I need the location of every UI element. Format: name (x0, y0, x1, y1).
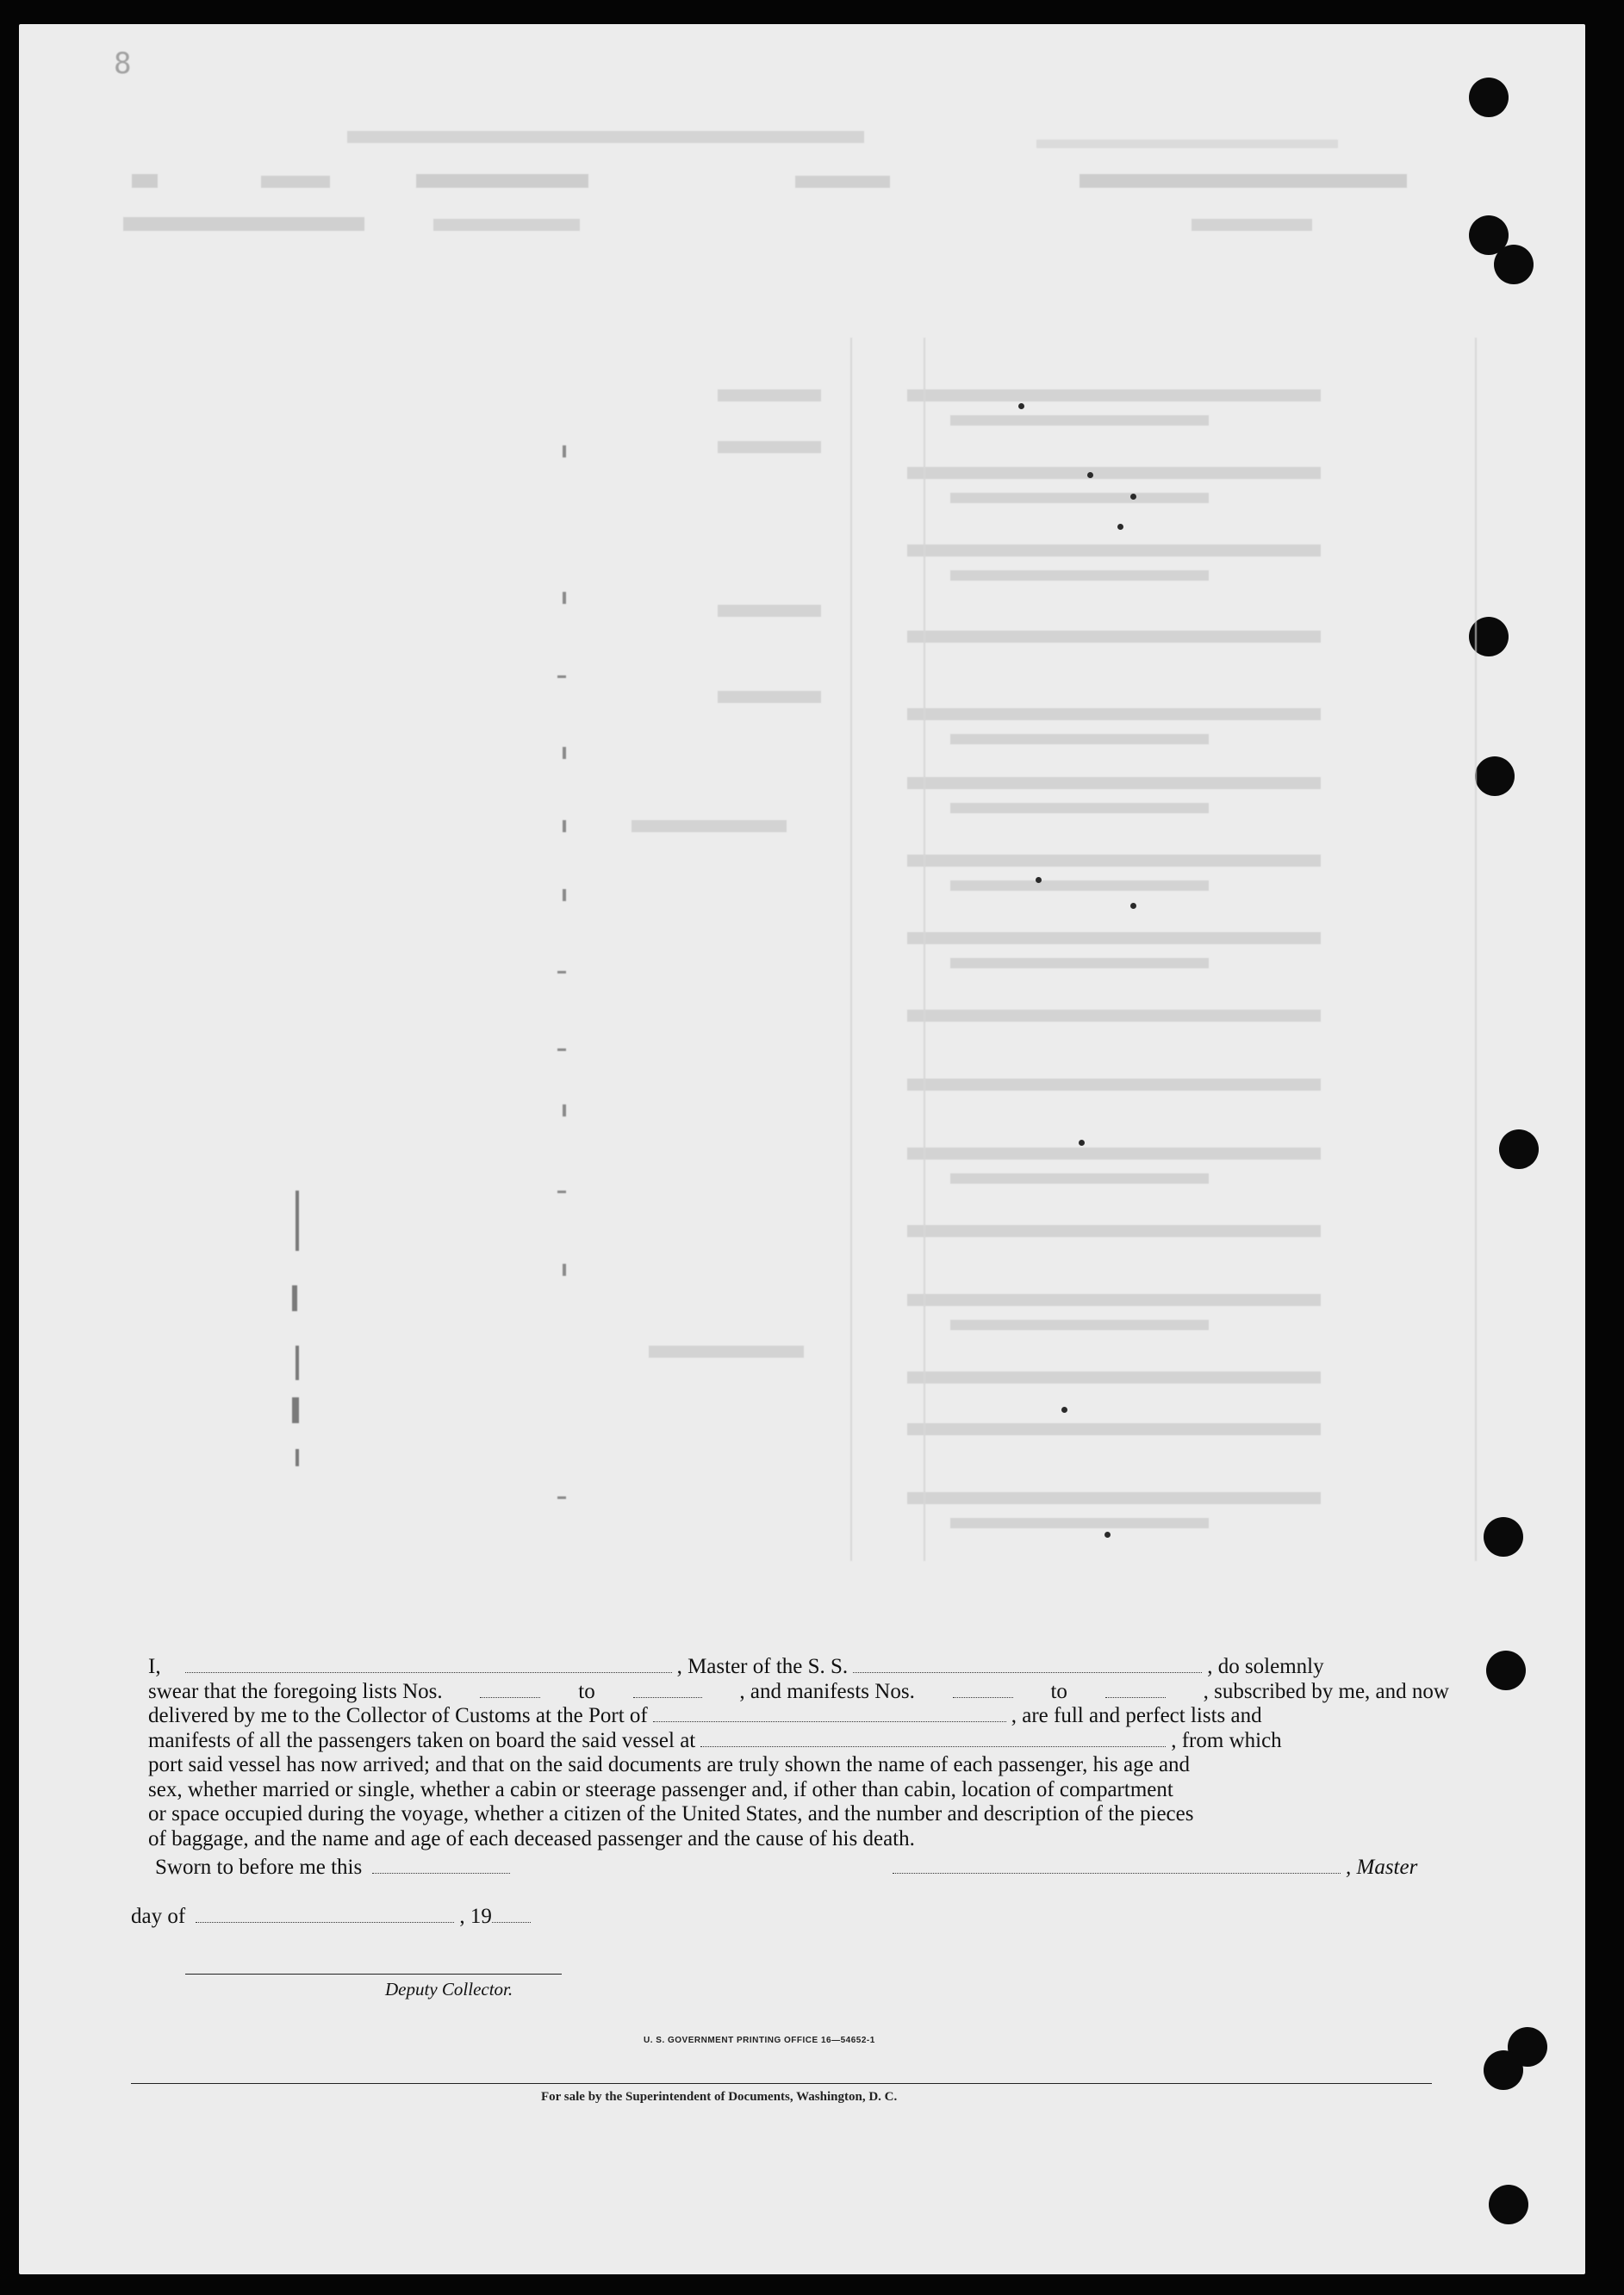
oath-text: , are full and perfect lists and (1011, 1704, 1262, 1727)
sworn-line (155, 1856, 515, 1880)
corner-page-mark: 8 (114, 47, 132, 81)
port-field[interactable] (653, 1706, 1006, 1722)
oath-text: manifests of all the passengers taken on board the said vessel at (148, 1728, 696, 1752)
scan-speck (1104, 1532, 1111, 1538)
scan-speck (1036, 877, 1042, 883)
master-name-field[interactable] (185, 1657, 672, 1673)
oath-text: of baggage, and the name and age of each deceased passenger and the cause of his death. (148, 1826, 915, 1850)
footer-rule (131, 2083, 1432, 2084)
oath-text: to (578, 1679, 595, 1703)
manifests-from-field[interactable] (953, 1682, 1013, 1698)
scan-smudge (226, 1170, 277, 1497)
sworn-label: Sworn to before me this (155, 1856, 363, 1879)
oath-text: , do solemnly (1207, 1655, 1324, 1678)
oath-text: to (1050, 1679, 1067, 1703)
lists-to-field[interactable] (633, 1682, 702, 1698)
master-label: , Master (1346, 1856, 1418, 1879)
oath-text: , subscribed by me, and now (1203, 1679, 1449, 1703)
oath-text: , from which (1171, 1728, 1282, 1752)
oath-line-2 (148, 1680, 1449, 1705)
month-field[interactable] (196, 1906, 454, 1923)
embarkation-port-field[interactable] (700, 1731, 1166, 1747)
lists-from-field[interactable] (480, 1682, 540, 1698)
vessel-name-field[interactable] (853, 1657, 1202, 1673)
year-field[interactable] (492, 1906, 531, 1923)
scan-speck (1130, 494, 1136, 500)
oath-line-5 (148, 1753, 1449, 1778)
oath-line-6 (148, 1778, 1449, 1803)
punch-hole (1469, 78, 1509, 117)
oath-text: sex, whether married or single, whether a cabin or steerage passenger and, if other than cabin, location of compartment (148, 1777, 1173, 1801)
oath-text: or space occupied during the voyage, whether a citizen of the United States, and the number and description of the pieces (148, 1802, 1194, 1825)
master-signature-field[interactable] (893, 1857, 1341, 1874)
oath-text: I, (148, 1655, 161, 1678)
bleed-through-passenger-list (501, 317, 1449, 1566)
printer-imprint: U. S. GOVERNMENT PRINTING OFFICE 16—54652-1 (644, 2036, 875, 2045)
scan-speck (1087, 472, 1093, 478)
oath-line-1 (148, 1655, 1449, 1680)
scan-speck (1079, 1140, 1085, 1146)
bleed-through-header-row (45, 136, 1509, 231)
manifests-to-field[interactable] (1105, 1682, 1166, 1698)
oath-line-7 (148, 1802, 1449, 1827)
master-signature-line (887, 1856, 1417, 1880)
oath-line-3 (148, 1704, 1449, 1729)
day-of-label: day of (131, 1905, 186, 1928)
deputy-collector-label: Deputy Collector. (385, 1979, 513, 2000)
master-oath (148, 1655, 1449, 1851)
oath-line-4 (148, 1729, 1449, 1754)
day-of-line (131, 1905, 536, 1929)
manifest-page (19, 24, 1585, 2274)
scan-speck (1061, 1407, 1067, 1413)
oath-line-8 (148, 1827, 1449, 1852)
oath-text: delivered by me to the Collector of Customs at the Port of (148, 1704, 648, 1727)
punch-hole (1484, 2050, 1523, 2090)
sale-notice: For sale by the Superintendent of Documents, Washington, D. C. (541, 2090, 898, 2104)
deputy-signature-line[interactable] (185, 1974, 562, 1975)
oath-text: , and manifests Nos. (739, 1679, 915, 1703)
oath-text: swear that the foregoing lists Nos. (148, 1679, 443, 1703)
punch-hole (1499, 1129, 1539, 1169)
scan-speck (1130, 903, 1136, 909)
oath-text: , Master of the S. S. (676, 1655, 849, 1678)
punch-hole (1489, 2185, 1528, 2224)
sworn-date-field[interactable] (372, 1857, 510, 1874)
scan-speck (1018, 403, 1024, 409)
oath-text: port said vessel has now arrived; and that on the said documents are truly shown the name of each passenger, his age and (148, 1753, 1191, 1776)
bleed-through-margin-ticks (501, 403, 536, 1575)
punch-hole (1486, 1651, 1526, 1690)
year-prefix: , 19 (459, 1905, 492, 1928)
scan-speck (1117, 524, 1123, 530)
